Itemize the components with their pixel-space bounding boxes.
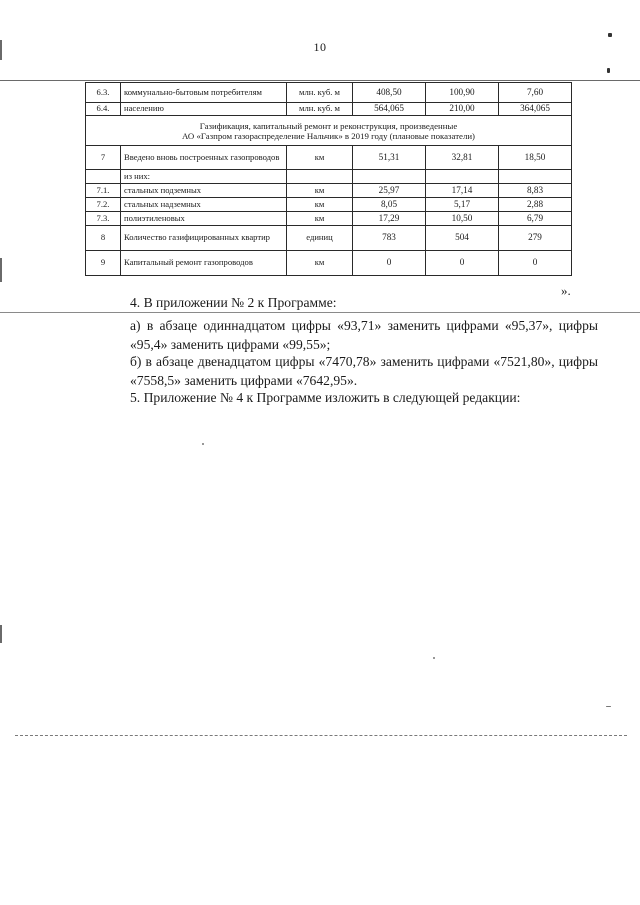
paragraph-4a: а) в абзаце одиннадцатом цифры «93,71» заменить цифрами «95,37», цифры «95,4» заменить цифрами «99,55»;	[130, 318, 598, 352]
scan-edge-left-3	[0, 625, 2, 643]
cell-num	[86, 170, 121, 184]
cell-num: 7.3.	[86, 212, 121, 226]
cell-value-3: 2,88	[499, 198, 572, 212]
paragraph-4b: б) в абзаце двенадцатом цифры «7470,78» заменить цифрами «7521,80», цифры «7558,5» заменить цифрами «7642,95».	[130, 354, 598, 388]
cell-value-1: 408,50	[353, 83, 426, 103]
table-row	[86, 184, 572, 198]
cell-value-2: 210,00	[426, 103, 499, 116]
cell-value-2: 504	[426, 226, 499, 251]
cell-value-1: 564,065	[353, 103, 426, 116]
cell-value-2: 10,50	[426, 212, 499, 226]
cell-value-3: 18,50	[499, 146, 572, 170]
cell-value-1: 51,31	[353, 146, 426, 170]
cell-unit: км	[287, 212, 353, 226]
cell-name: Количество газифицированных квартир	[121, 226, 287, 251]
scan-speck	[606, 706, 611, 707]
table-row	[86, 226, 572, 251]
cell-unit: км	[287, 251, 353, 276]
cell-value-2: 5,17	[426, 198, 499, 212]
table-row	[86, 212, 572, 226]
cell-value-3: 7,60	[499, 83, 572, 103]
cell-name: населению	[121, 103, 287, 116]
cell-value-1: 25,97	[353, 184, 426, 198]
cell-unit: единиц	[287, 226, 353, 251]
paragraph-5: 5. Приложение № 4 к Программе изложить в следующей редакции:	[130, 390, 521, 405]
data-table	[85, 82, 572, 276]
cell-value-3: 8,83	[499, 184, 572, 198]
cell-num: 6.4.	[86, 103, 121, 116]
cell-value-2: 17,14	[426, 184, 499, 198]
cell-name: из них:	[121, 170, 287, 184]
cell-value-3: 6,79	[499, 212, 572, 226]
scan-speck	[608, 33, 612, 37]
cell-unit: км	[287, 198, 353, 212]
section-title-line-2: АО «Газпром газораспределение Нальчик» в 2019 году (плановые показатели)	[182, 130, 475, 141]
table-section-row	[86, 116, 572, 146]
section-title	[86, 116, 572, 146]
scan-speck	[433, 657, 435, 659]
cell-value-3	[499, 170, 572, 184]
cell-value-1: 17,29	[353, 212, 426, 226]
cell-value-3: 0	[499, 251, 572, 276]
cell-unit: млн. куб. м	[287, 103, 353, 116]
cell-unit	[287, 170, 353, 184]
scan-speck	[202, 443, 204, 445]
cell-value-1: 783	[353, 226, 426, 251]
paragraph-4: 4. В приложении № 2 к Программе:	[130, 295, 337, 310]
cell-num: 9	[86, 251, 121, 276]
cell-unit: км	[287, 184, 353, 198]
cell-unit: млн. куб. м	[287, 83, 353, 103]
cell-value-1	[353, 170, 426, 184]
cell-num: 6.3.	[86, 83, 121, 103]
table-row	[86, 170, 572, 184]
cell-num: 7	[86, 146, 121, 170]
page-number: 10	[313, 40, 327, 54]
cell-name: стальных надземных	[121, 198, 287, 212]
cell-value-3: 364,065	[499, 103, 572, 116]
cell-value-2: 32,81	[426, 146, 499, 170]
table-row	[86, 198, 572, 212]
cell-value-2: 100,90	[426, 83, 499, 103]
cell-value-2	[426, 170, 499, 184]
cell-value-2: 0	[426, 251, 499, 276]
cell-unit: км	[287, 146, 353, 170]
cell-num: 7.2.	[86, 198, 121, 212]
cell-name: Введено вновь построенных газопроводов	[121, 146, 287, 170]
cell-value-3: 279	[499, 226, 572, 251]
closing-quote: ».	[561, 283, 571, 298]
table-row	[86, 251, 572, 276]
table-row	[86, 146, 572, 170]
cell-name: стальных подземных	[121, 184, 287, 198]
scan-line-lower	[15, 735, 627, 736]
cell-name: коммунально-бытовым потребителям	[121, 83, 287, 103]
scan-line-top	[0, 80, 640, 81]
cell-value-1: 0	[353, 251, 426, 276]
section-title-line-1: Газификация, капитальный ремонт и реконструкция, произведенные	[199, 120, 458, 131]
cell-name: полиэтиленовых	[121, 212, 287, 226]
cell-num: 7.1.	[86, 184, 121, 198]
scan-speck	[607, 68, 610, 73]
cell-value-1: 8,05	[353, 198, 426, 212]
table-row	[86, 83, 572, 103]
scan-edge-left-2	[0, 258, 2, 282]
table-row	[86, 103, 572, 116]
cell-num: 8	[86, 226, 121, 251]
cell-name: Капитальный ремонт газопроводов	[121, 251, 287, 276]
